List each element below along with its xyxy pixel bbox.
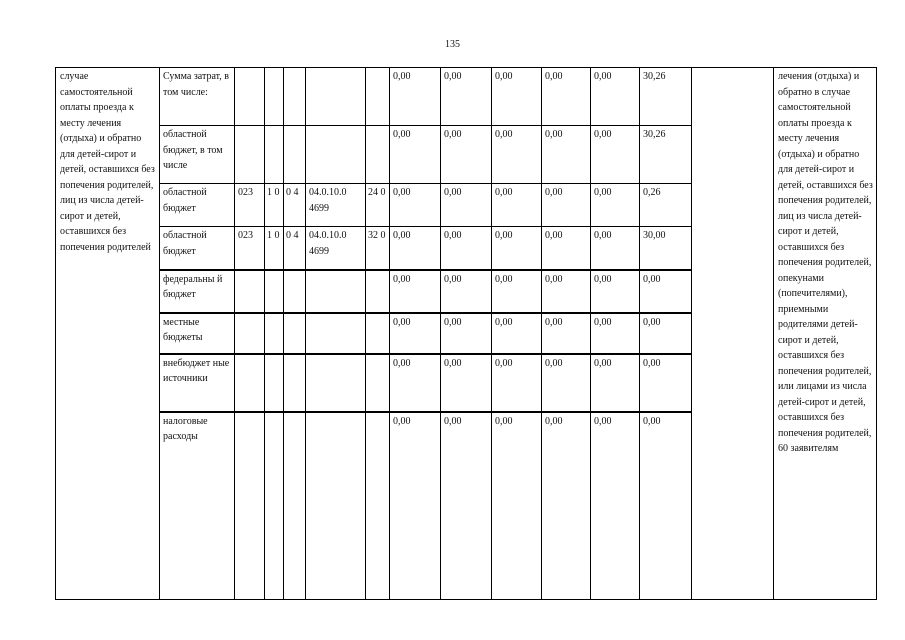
pr-code-cell bbox=[284, 68, 306, 126]
vr-code-cell bbox=[366, 270, 390, 313]
grbs-code-cell: 023 bbox=[235, 227, 265, 270]
rz-code-cell bbox=[265, 354, 284, 412]
amount-cell: 0,00 bbox=[390, 313, 441, 354]
amount-cell: 0,00 bbox=[441, 126, 492, 184]
vr-code-cell: 32 0 bbox=[366, 227, 390, 270]
pr-code-cell: 0 4 bbox=[284, 184, 306, 227]
rz-code-cell bbox=[265, 313, 284, 354]
amount-cell: 0,00 bbox=[390, 227, 441, 270]
amount-cell: 0,00 bbox=[542, 313, 591, 354]
amount-cell: 0,00 bbox=[441, 184, 492, 227]
amount-cell: 0,00 bbox=[492, 354, 542, 412]
csr-code-cell bbox=[306, 126, 366, 184]
amount-cell: 0,00 bbox=[591, 68, 640, 126]
funding-source-cell: Сумма затрат, в том числе: bbox=[160, 68, 235, 126]
funding-source-cell: местные бюджеты bbox=[160, 313, 235, 354]
csr-code-cell bbox=[306, 354, 366, 412]
amount-cell: 0,00 bbox=[640, 354, 692, 412]
pr-code-cell bbox=[284, 126, 306, 184]
amount-cell: 0,00 bbox=[542, 227, 591, 270]
csr-code-cell bbox=[306, 68, 366, 126]
vr-code-cell bbox=[366, 354, 390, 412]
amount-cell: 0,00 bbox=[492, 412, 542, 600]
result-description-cell: лечения (отдыха) и обратно в случае самостоятельной оплаты проезда к месту лечения (отдыха) и обратно для детей-сирот и детей, оставшихся без попечения родителей, лиц из числа детей-сирот и детей, оставшихся без попечения родителей, опекунами (попечителями), приемными родителями детей- сирот и детей, оставшихся без попечения родителей, или лицами из числа детей-сирот и детей, оставшихся без попечения родителей, 60 заявителям bbox=[774, 68, 877, 600]
amount-cell: 0,00 bbox=[542, 126, 591, 184]
amount-cell: 0,00 bbox=[542, 68, 591, 126]
csr-code-cell bbox=[306, 270, 366, 313]
amount-cell: 0,00 bbox=[441, 270, 492, 313]
amount-cell: 0,00 bbox=[640, 412, 692, 600]
grbs-code-cell bbox=[235, 354, 265, 412]
amount-cell: 0,00 bbox=[390, 126, 441, 184]
amount-cell: 0,00 bbox=[390, 412, 441, 600]
csr-code-cell: 04.0.10.0 4699 bbox=[306, 184, 366, 227]
funding-source-cell: федеральны й бюджет bbox=[160, 270, 235, 313]
amount-cell: 0,00 bbox=[591, 354, 640, 412]
amount-cell: 0,00 bbox=[542, 184, 591, 227]
vr-code-cell bbox=[366, 412, 390, 600]
amount-cell: 0,00 bbox=[542, 412, 591, 600]
funding-source-cell: областной бюджет, в том числе bbox=[160, 126, 235, 184]
grbs-code-cell: 023 bbox=[235, 184, 265, 227]
rz-code-cell bbox=[265, 68, 284, 126]
amount-cell: 0,00 bbox=[441, 412, 492, 600]
amount-cell: 0,26 bbox=[640, 184, 692, 227]
page-number: 135 bbox=[445, 39, 460, 50]
funding-source-cell: областной бюджет bbox=[160, 184, 235, 227]
csr-code-cell bbox=[306, 313, 366, 354]
amount-cell: 0,00 bbox=[640, 313, 692, 354]
amount-cell: 0,00 bbox=[542, 354, 591, 412]
amount-cell: 0,00 bbox=[441, 313, 492, 354]
amount-cell: 30,00 bbox=[640, 227, 692, 270]
csr-code-cell bbox=[306, 412, 366, 600]
csr-code-cell: 04.0.10.0 4699 bbox=[306, 227, 366, 270]
grbs-code-cell bbox=[235, 313, 265, 354]
funding-source-cell: внебюджет ные источники bbox=[160, 354, 235, 412]
table-row bbox=[56, 68, 877, 126]
amount-cell: 0,00 bbox=[492, 313, 542, 354]
amount-cell: 0,00 bbox=[591, 126, 640, 184]
amount-cell: 0,00 bbox=[591, 227, 640, 270]
amount-cell: 0,00 bbox=[441, 354, 492, 412]
vr-code-cell bbox=[366, 68, 390, 126]
amount-cell: 0,00 bbox=[542, 270, 591, 313]
rz-code-cell: 1 0 bbox=[265, 184, 284, 227]
amount-cell: 0,00 bbox=[492, 227, 542, 270]
amount-cell: 30,26 bbox=[640, 68, 692, 126]
amount-cell: 30,26 bbox=[640, 126, 692, 184]
amount-cell: 0,00 bbox=[390, 184, 441, 227]
rz-code-cell: 1 0 bbox=[265, 227, 284, 270]
pr-code-cell bbox=[284, 354, 306, 412]
amount-cell: 0,00 bbox=[441, 68, 492, 126]
amount-cell: 0,00 bbox=[591, 313, 640, 354]
pr-code-cell bbox=[284, 270, 306, 313]
grbs-code-cell bbox=[235, 270, 265, 313]
grbs-code-cell bbox=[235, 412, 265, 600]
amount-cell: 0,00 bbox=[390, 270, 441, 313]
rz-code-cell bbox=[265, 126, 284, 184]
vr-code-cell bbox=[366, 313, 390, 354]
amount-cell: 0,00 bbox=[390, 68, 441, 126]
amount-cell: 0,00 bbox=[492, 68, 542, 126]
rz-code-cell bbox=[265, 412, 284, 600]
grbs-code-cell bbox=[235, 126, 265, 184]
amount-cell: 0,00 bbox=[390, 354, 441, 412]
amount-cell: 0,00 bbox=[591, 412, 640, 600]
vr-code-cell bbox=[366, 126, 390, 184]
amount-cell: 0,00 bbox=[492, 270, 542, 313]
measure-description-cell: случае самостоятельной оплаты проезда к месту лечения (отдыха) и обратно для детей-сирот и детей, оставшихся без попечения родителей, лиц из числа детей-сирот и детей, оставшихся без попечения родителей bbox=[56, 68, 160, 600]
amount-cell: 0,00 bbox=[640, 270, 692, 313]
pr-code-cell bbox=[284, 412, 306, 600]
funding-source-cell: налоговые расходы bbox=[160, 412, 235, 600]
amount-cell: 0,00 bbox=[591, 184, 640, 227]
grbs-code-cell bbox=[235, 68, 265, 126]
rz-code-cell bbox=[265, 270, 284, 313]
amount-cell: 0,00 bbox=[441, 227, 492, 270]
vr-code-cell: 24 0 bbox=[366, 184, 390, 227]
budget-table bbox=[55, 67, 877, 600]
pr-code-cell: 0 4 bbox=[284, 227, 306, 270]
pr-code-cell bbox=[284, 313, 306, 354]
blank-column-cell bbox=[692, 68, 774, 600]
amount-cell: 0,00 bbox=[591, 270, 640, 313]
amount-cell: 0,00 bbox=[492, 126, 542, 184]
amount-cell: 0,00 bbox=[492, 184, 542, 227]
funding-source-cell: областной бюджет bbox=[160, 227, 235, 270]
